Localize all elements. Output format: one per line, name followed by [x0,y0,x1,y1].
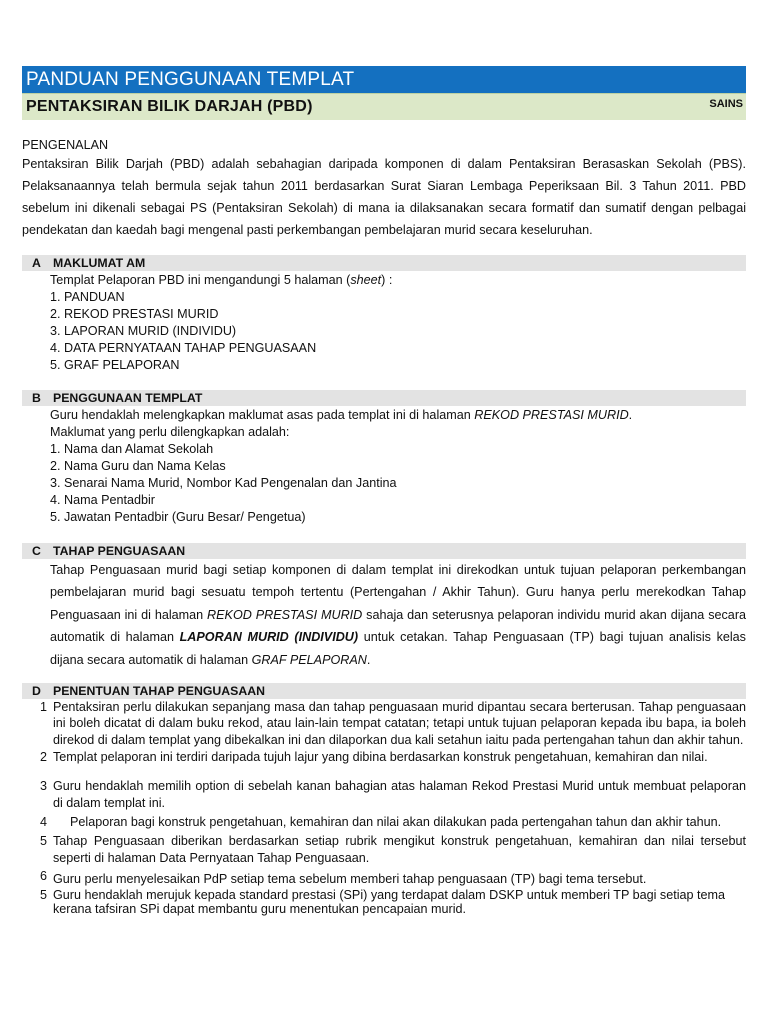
section-b-letter: B [32,391,41,405]
item-number: 2 [40,750,48,765]
section-c-emphasis-3: GRAF PELAPORAN [251,652,367,667]
section-d-title: PENENTUAN TAHAP PENGUASAAN [53,684,266,699]
section-c-paragraph [22,559,746,671]
section-c-text-4: . [366,652,371,667]
list-item: 4. Nama Pentadbir [50,493,156,507]
item-text: Pentaksiran perlu dilakukan sepanjang masa dan tahap penguasaan murid dipantau secara berterusan. Tahap penguasaan ini boleh dicatat di dalam buku rekod, atau lain-lain tempat catatan; tetapi untuk tujuan pelaporan kepada ibu bapa, ia boleh direkod di dalam templat yang dibekalkan ini dan dilaporkan dua kali setahun iaitu pada pertengahan tahun dan akhir tahun. [53,700,746,747]
item-text: Guru hendaklah memilih option di sebelah kanan bahagian atas halaman Rekod Prestasi Murid untuk membuat pelaporan di dalam templat ini. [53,778,746,811]
list-item: 3. Senarai Nama Murid, Nombor Kad Pengenalan dan Jantina [50,476,397,490]
item-number: 3 [40,778,48,793]
list-item: 3. LAPORAN MURID (INDIVIDU) [50,324,237,338]
item-text: Guru hendaklah merujuk kepada standard prestasi (SPi) yang terdapat dalam DSKP untuk memberi TP bagi setiap tema kerana tafsiran SPi dapat membantu guru menentukan pencapaian murid. [53,888,726,917]
section-b-line1-emphasis: REKOD PRESTASI MURID [474,408,629,422]
section-a-intro-emphasis: sheet [350,273,382,287]
list-item: 2. REKOD PRESTASI MURID [50,307,219,321]
section-d-header [22,683,746,699]
document-title: PANDUAN PENGGUNAAN TEMPLAT [22,66,746,93]
section-a-intro-suffix: ) : [381,273,393,287]
item-text: Guru perlu menyelesaikan PdP setiap tema sebelum memberi tahap penguasaan (TP) bagi tema tersebut. [53,871,647,886]
list-item: 5. Jawatan Pentadbir (Guru Besar/ Pengetua) [50,510,306,524]
section-b-header [22,390,746,406]
section-b-line1-suffix: . [628,408,633,422]
section-c-letter: C [32,544,41,558]
intro-heading: PENGENALAN [22,138,109,152]
list-item: 1. PANDUAN [50,290,125,304]
section-c-emphasis-2: LAPORAN MURID (INDIVIDU) [179,630,359,645]
section-c-emphasis-1: REKOD PRESTASI MURID [207,607,363,622]
item-number: 4 [40,815,48,830]
item-text: Templat pelaporan ini terdiri daripada tujuh lajur yang dibina berdasarkan konstruk pengetahuan, kemahiran dan nilai. [53,750,708,765]
item-text: Pelaporan bagi konstruk pengetahuan, kemahiran dan nilai akan dilakukan pada pertengahan tahun dan akhir tahun. [70,815,722,830]
section-a-intro-text: Templat Pelaporan PBD ini mengandungi 5 halaman ( [50,273,351,287]
intro-paragraph: Pentaksiran Bilik Darjah (PBD) adalah sebahagian daripada komponen di dalam Pentaksiran Berasaskan Sekolah (PBS). Pelaksanaannya telah bermula sejak tahun 2011 berdasarkan Surat Siaran Lembaga Peperiksaan Bil. 3 Tahun 2011. PBD sebelum ini dikenali sebagai PS (Pentaksiran Sekolah) di mana ia dilaksanakan secara formatif dan sumatif dengan pelbagai pendekatan dan kaedah bagi mengenal pasti perkembangan pembelajaran murid secara keseluruhan. [22,157,746,237]
list-item [22,868,746,887]
subject-label: SAINS [709,98,743,110]
section-b-line1 [50,407,746,424]
section-c-text-1: Tahap Penguasaan murid bagi setiap komponen di dalam templat ini direkodkan untuk tujuan pelaporan perkembangan pembelajaran murid bagi sesuatu tempoh tertentu (Pertengahan / Akhir Tahun). Guru hanya perlu merekodkan Tahap Penguasaan ini di halaman [50,563,746,622]
section-b-line1-text: Guru hendaklah melengkapkan maklumat asas pada templat ini di halaman [50,408,475,422]
section-b-line2: Maklumat yang perlu dilengkapkan adalah: [50,425,290,439]
section-c-text-3: untuk cetakan. Tahap Penguasaan (TP) bagi tujuan analisis kelas dijana secara automatik di halaman [50,630,746,667]
list-item: 4. DATA PERNYATAAN TAHAP PENGUASAAN [50,341,317,355]
list-item [22,778,746,813]
list-item [22,749,746,765]
list-item [22,888,746,916]
list-item: 1. Nama dan Alamat Sekolah [50,442,214,456]
section-a-intro [50,272,746,289]
section-c-text-2: sahaja dan seterusnya pelaporan individu murid akan dijana secara automatik di halaman [50,607,747,645]
section-c-title: TAHAP PENGUASAAN [53,544,186,558]
item-text: Tahap Penguasaan diberikan berdasarkan setiap rubrik mengikut konstruk pengetahuan, kemahiran dan nilai tersebut seperti di halaman Data Pernyataan Tahap Penguasaan. [53,833,746,865]
section-b-title: PENGGUNAAN TEMPLAT [53,391,203,405]
section-a-letter: A [32,256,41,270]
subtitle-bar [22,93,746,120]
section-d-letter: D [32,684,41,699]
list-item: 5. GRAF PELAPORAN [50,358,180,372]
section-d-list [22,699,746,916]
intro-section [22,138,746,241]
document-subtitle: PENTAKSIRAN BILIK DARJAH (PBD) [26,98,313,115]
list-item [22,699,746,748]
item-number: 1 [40,700,48,715]
item-number: 5 [40,888,48,903]
section-b-body [22,407,746,526]
list-item [22,814,746,830]
item-number: 6 [40,868,48,883]
section-a-body [22,272,746,374]
document-page [22,66,746,916]
item-number: 5 [40,833,48,848]
section-a-header [22,255,746,271]
section-c-header [22,543,746,559]
list-item: 2. Nama Guru dan Nama Kelas [50,459,226,473]
section-a-title: MAKLUMAT AM [53,256,146,270]
list-item [22,833,746,867]
